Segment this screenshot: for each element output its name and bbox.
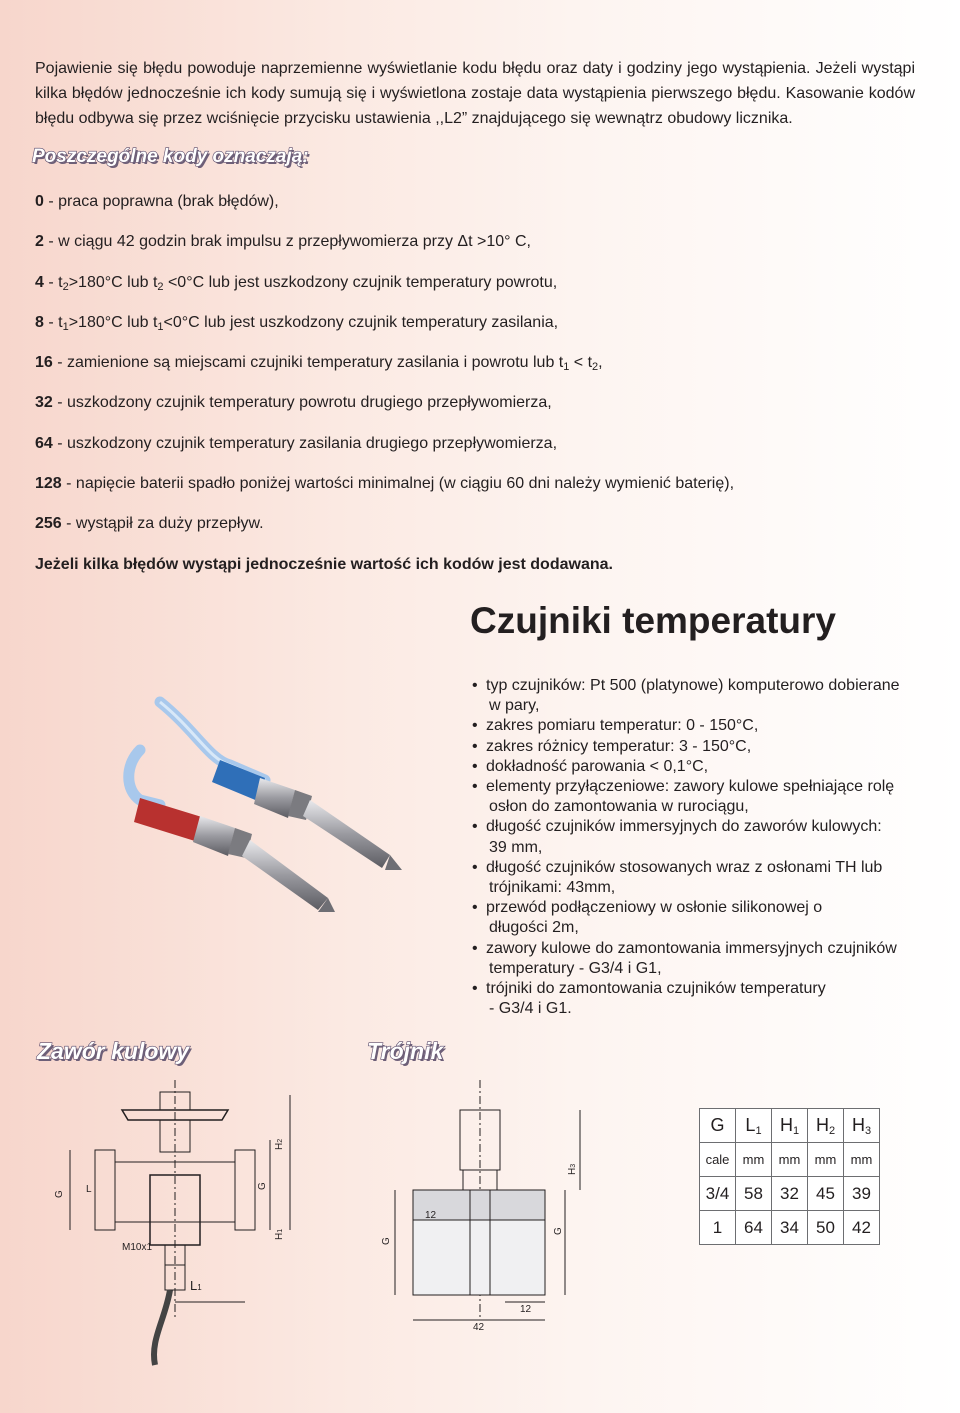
- sensor-feature-item: [470, 817, 930, 857]
- table-unit-cell: cale: [700, 1143, 736, 1177]
- tee-dim-42: 42: [473, 1322, 485, 1333]
- sensor-feature-item: [470, 757, 930, 777]
- error-code-row: [35, 230, 935, 270]
- table-unit-cell: mm: [808, 1143, 844, 1177]
- sensor-feature-line: zakres różnicy temperatur: 3 - 150°C,: [486, 737, 752, 755]
- sensor-feature-item: [470, 676, 930, 716]
- error-code-sub2: 1: [157, 320, 164, 333]
- sensor-feature-line: zakres pomiaru temperatur: 0 - 150°C,: [486, 717, 759, 735]
- error-code-text: - t: [43, 273, 63, 291]
- tee-drawing: [375, 1080, 595, 1340]
- sensor-feature-line: w pary,: [489, 697, 540, 715]
- dimensions-table: [699, 1108, 880, 1245]
- codes-heading: Poszczególne kody oznaczają:: [32, 146, 309, 167]
- sensor-feature-line: typ czujników: Pt 500 (platynowe) komputerowo dobierane: [486, 677, 900, 694]
- error-code-row: [35, 311, 935, 351]
- table-header-cell: [700, 1109, 736, 1143]
- error-code-text: - napięcie baterii spadło poniżej wartości minimalnej (w ciągiu 60 dni należy wymienić baterię),: [61, 475, 735, 493]
- svg-text:L1: L1: [190, 1278, 202, 1293]
- red-sleeve: [134, 798, 205, 842]
- intro-paragraph: Pojawienie się błędu powoduje naprzemienne wyświetlanie kodu błędu oraz daty i godziny jego wystąpienia. Jeżeli wystąpi kilka błędów jednocześnie ich kody sumują się i wyświetlona zostaje data wystąpienia pierwszego błędu. Kasowanie kodów błędu odbywa się przez wciśnięcie przycisku ustawienia ,,L2” znajdującego się wewnątrz obudowy licznika.: [35, 60, 915, 127]
- error-code-text: - t: [43, 313, 63, 331]
- error-code-row: [35, 391, 935, 431]
- error-code-number: 128: [35, 475, 62, 493]
- error-code-mid: >180°C lub t: [68, 273, 158, 291]
- table-cell: 39: [844, 1177, 880, 1211]
- table-cell: 58: [736, 1177, 772, 1211]
- sensor-feature-item: [470, 716, 930, 736]
- error-code-mid: >180°C lub t: [68, 313, 158, 331]
- table-row: [700, 1211, 880, 1245]
- table-unit-cell: mm: [736, 1143, 772, 1177]
- table-header-label: G: [710, 1115, 725, 1135]
- svg-text:H2: H2: [274, 1138, 285, 1150]
- valve-dim-h1: H: [274, 1232, 285, 1240]
- error-code-sub1: 1: [62, 320, 69, 333]
- sensor-photo: [100, 690, 420, 920]
- ball-valve-drawing: [50, 1080, 310, 1370]
- table-header-label: H: [815, 1115, 829, 1135]
- valve-dim-g2: G: [257, 1182, 268, 1190]
- sensor-feature-item: [470, 979, 930, 1019]
- valve-dim-h2: H: [274, 1142, 285, 1150]
- error-code-text: - praca poprawna (brak błędów),: [43, 193, 279, 210]
- sensor-feature-line: trójniki do zamontowania czujników temperatury: [486, 980, 826, 998]
- sensor-feature-line: 39 mm,: [489, 838, 543, 856]
- error-code-after: ,: [598, 354, 603, 372]
- table-unit-cell: mm: [772, 1143, 808, 1177]
- valve-dim-l: L: [86, 1184, 92, 1195]
- error-code-text: - zamienione są miejscami czujniki temperatury zasilania i powrotu lub t: [52, 354, 564, 372]
- error-code-number: 8: [35, 313, 44, 331]
- sensor-feature-line: przewód podłączeniowy w osłonie silikonowej o: [486, 899, 823, 917]
- error-code-number: 64: [35, 434, 53, 452]
- table-cell: 64: [736, 1211, 772, 1245]
- error-code-row: [35, 190, 935, 230]
- codes-note: Jeżeli kilka błędów wystąpi jednocześnie wartość ich kodów jest dodawana.: [35, 555, 613, 573]
- table-cell: 3/4: [700, 1177, 736, 1211]
- table-header-cell: [808, 1109, 844, 1143]
- table-unit-cell: mm: [844, 1143, 880, 1177]
- error-code-sub1: 1: [563, 361, 570, 374]
- error-code-row: [35, 351, 935, 391]
- error-code-sub2: 2: [157, 280, 164, 293]
- table-header-label: L: [745, 1115, 756, 1135]
- sensor-feature-item: [470, 858, 930, 898]
- sensor-feature-line: dokładność parowania < 0,1°C,: [486, 757, 709, 775]
- sensor-features-list: [470, 676, 930, 1019]
- sensor-feature-line: zawory kulowe do zamontowania immersyjnych czujników: [486, 939, 897, 957]
- error-code-after: <0°C lub jest uszkodzony czujnik temperatury zasilania,: [163, 313, 559, 331]
- table-header-cell: [736, 1109, 772, 1143]
- tee-dim-g2: G: [553, 1227, 564, 1235]
- error-code-sub1: 2: [62, 280, 69, 293]
- svg-text:H3: H3: [567, 1163, 578, 1175]
- valve-dim-l1: L: [190, 1278, 198, 1293]
- table-header-sub: 1: [755, 1125, 762, 1137]
- error-code-row: [35, 472, 935, 512]
- sensor-feature-item: [470, 777, 930, 817]
- tee-dim-12b: 12: [520, 1304, 532, 1315]
- sensor-feature-line: osłon do zamontowania w rurociągu,: [489, 798, 749, 816]
- sensor-feature-item: [470, 898, 930, 938]
- table-header-cell: [844, 1109, 880, 1143]
- table-header-sub: 2: [828, 1125, 836, 1137]
- error-code-text: - wystąpił za duży przepływ.: [61, 515, 264, 533]
- error-code-number: 4: [35, 273, 44, 291]
- table-cell: 45: [808, 1177, 844, 1211]
- table-header-sub: 3: [864, 1125, 872, 1137]
- error-code-number: 2: [35, 233, 44, 251]
- sensor-red-fitting: [193, 816, 335, 912]
- error-codes-list: [35, 190, 935, 593]
- error-code-after: <0°C lub jest uszkodzony czujnik temperatury powrotu,: [163, 273, 558, 291]
- sensor-feature-item: [470, 939, 930, 979]
- tee-heading: Trójnik: [367, 1038, 444, 1064]
- error-code-number: 16: [35, 354, 53, 372]
- error-code-text: - w ciągu 42 godzin brak impulsu z przepływomierza przy Δt >10° C,: [43, 233, 531, 251]
- svg-text:H1: H1: [274, 1228, 285, 1240]
- error-code-row: [35, 432, 935, 472]
- error-code-text: - uszkodzony czujnik temperatury powrotu drugiego przepływomierza,: [52, 394, 552, 412]
- sensors-title: Czujniki temperatury: [470, 600, 836, 641]
- table-cell: 32: [772, 1177, 808, 1211]
- table-cell: 42: [844, 1211, 880, 1245]
- tee-dim-12a: 12: [425, 1210, 437, 1221]
- tee-dim-g: G: [381, 1237, 392, 1245]
- table-cell: 34: [772, 1211, 808, 1245]
- sensor-feature-line: trójnikami: 43mm,: [489, 879, 616, 897]
- error-code-row: [35, 271, 935, 311]
- sensor-blue-fitting: [254, 778, 402, 870]
- error-code-sub2: 2: [592, 361, 599, 374]
- error-code-text: - uszkodzony czujnik temperatury zasilania drugiego przepływomierza,: [52, 434, 558, 452]
- table-header-sub: 1: [792, 1125, 800, 1137]
- sensor-feature-item: [470, 737, 930, 757]
- valve-heading: Zawór kulowy: [37, 1038, 190, 1064]
- table-header-cell: [772, 1109, 808, 1143]
- table-cell: 1: [700, 1211, 736, 1245]
- error-code-number: 32: [35, 394, 53, 412]
- error-code-row: [35, 512, 935, 552]
- valve-thread-label: M10x1: [122, 1242, 153, 1253]
- sensor-feature-line: długości 2m,: [489, 919, 579, 937]
- error-code-number: 256: [35, 515, 62, 533]
- tee-dim-h3: H: [567, 1167, 578, 1175]
- valve-dim-g: G: [54, 1190, 65, 1198]
- table-cell: 50: [808, 1211, 844, 1245]
- sensor-feature-line: temperatury - G3/4 i G1,: [489, 959, 662, 977]
- sensor-feature-line: długość czujników immersyjnych do zaworów kulowych:: [486, 818, 882, 836]
- sensor-feature-line: długość czujników stosowanych wraz z osłonami TH lub: [486, 858, 883, 876]
- error-code-number: 0: [35, 193, 44, 210]
- error-code-mid: < t: [569, 354, 593, 372]
- sensor-feature-line: - G3/4 i G1.: [489, 1000, 572, 1018]
- table-header-label: H: [851, 1115, 865, 1135]
- table-header-label: H: [779, 1115, 793, 1135]
- sensor-feature-line: elementy przyłączeniowe: zawory kulowe spełniające rolę: [486, 778, 895, 796]
- table-row: [700, 1177, 880, 1211]
